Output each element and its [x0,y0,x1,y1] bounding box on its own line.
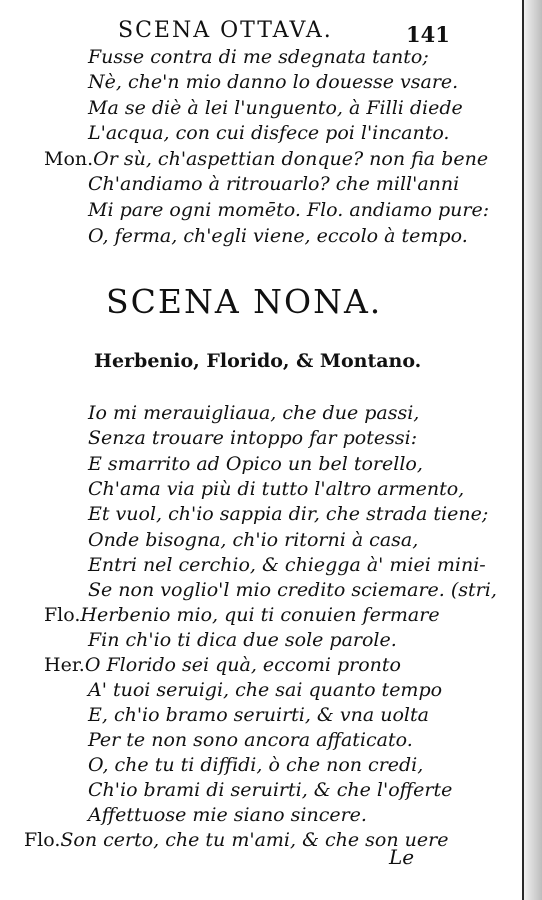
verse-line [88,553,486,577]
verse-line [88,728,413,752]
verse-text: Mi pare ogni momēto. Flo. andiamo pure: [88,199,490,221]
verse-line [88,70,458,94]
verse-text: Senza trouare intoppo far potessi: [88,427,418,449]
verse-line [88,121,449,145]
verse-text: Fusse contra di me sdegnata tanto; [88,46,429,68]
speaker-label: Her. [44,654,85,676]
verse-line [88,778,452,802]
page-number: 141 [406,22,450,47]
verse-line [88,96,463,120]
verse-line [88,198,489,222]
verse-line [88,401,419,425]
verse-text: Ch'andiamo à ritrouarlo? che mill'anni [88,173,460,195]
verse-text: O Florido sei quà, eccomi pronto [84,654,401,676]
verse-text: Son certo, che tu m'ami, & che son uere [60,829,449,851]
verse-text: Et vuol, ch'io sappia dir, che strada tiene; [88,503,489,525]
verse-line [24,828,448,852]
verse-line [88,426,417,450]
verse-line [44,147,488,171]
verse-text: E, ch'io bramo seruirti, & vna uolta [88,704,429,726]
verse-line [88,703,429,727]
running-head: SCENA OTTAVA. [118,18,333,43]
verse-line [88,452,423,476]
verse-text: Io mi merauigliaua, che due passi, [88,402,420,424]
verse-line [88,578,497,602]
speaker-label: Mon. [44,148,94,170]
verse-text: Affettuose mie siano sincere. [88,804,367,826]
verse-text: A' tuoi seruigi, che sai quanto tempo [88,679,443,701]
verse-text: Ma se diè à lei l'unguento, à Filli diede [88,97,463,119]
speaker-label: Flo. [44,604,81,626]
verse-text: Per te non sono ancora affaticato. [88,729,413,751]
cast-list: Herbenio, Florido, & Montano. [94,350,422,372]
catchword: Le [389,845,415,869]
verse-line [88,628,397,652]
verse-line [44,653,401,677]
verse-text: Se non voglio'l mio credito sciemare. (stri, [88,579,497,601]
verse-line [88,803,367,827]
verse-text: Herbenio mio, qui ti conuien fermare [80,604,440,626]
verse-text: L'acqua, con cui disfece poi l'incanto. [88,122,450,144]
verse-text: Fin ch'io ti dica due sole parole. [88,629,397,651]
verse-line [88,502,488,526]
page-edge-line [522,0,524,900]
verse-text: Ch'io brami di seruirti, & che l'offerte [88,779,453,801]
verse-line [88,678,442,702]
verse-line [88,528,418,552]
scene-title: SCENA NONA. [106,282,383,321]
speaker-label: Flo. [24,829,61,851]
verse-line [88,224,468,248]
verse-text: O, che tu ti diffidi, ò che non credi, [88,754,424,776]
verse-text: Nè, che'n mio danno lo douesse vsare. [88,71,459,93]
verse-text: E smarrito ad Opico un bel torello, [88,453,423,475]
verse-text: Onde bisogna, ch'io ritorni à casa, [88,529,419,551]
verse-text: Ch'ama via più di tutto l'altro armento, [88,478,465,500]
verse-line [88,753,423,777]
verse-line [88,45,429,69]
verse-text: Or sù, ch'aspettian donque? non fia bene [93,148,489,170]
page-gutter-shadow [524,0,542,900]
verse-text: Entri nel cerchio, & chiegga à' miei mini- [88,554,486,576]
verse-line [88,477,464,501]
verse-line [88,172,459,196]
verse-text: O, ferma, ch'egli viene, eccolo à tempo. [88,225,468,247]
verse-line [44,603,440,627]
